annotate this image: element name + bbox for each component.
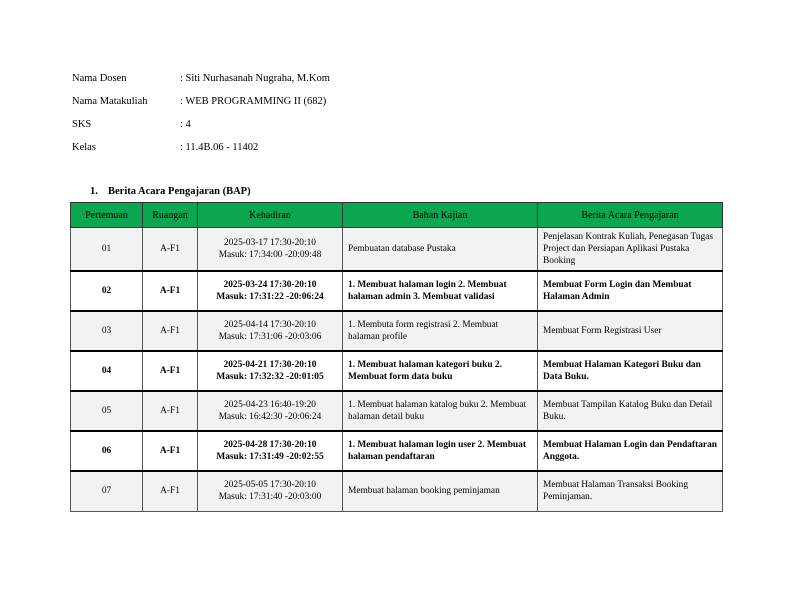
kehadiran-jadwal: 2025-03-24 17:30-20:10: [223, 280, 317, 290]
kehadiran-masuk: Masuk: 16:42:30 -20:06:24: [218, 412, 322, 422]
col-header-berita-acara: Berita Acara Pengajaran: [538, 203, 723, 228]
table-row: [71, 228, 723, 272]
col-header-pertemuan: Pertemuan: [71, 203, 143, 228]
cell-ruangan: A-F1: [143, 391, 198, 431]
cell-pertemuan: 05: [71, 391, 143, 431]
cell-berita-acara: Membuat Form Registrasi User: [538, 311, 723, 351]
cell-bahan-kajian: Membuat halaman booking peminjaman: [343, 471, 538, 511]
cell-bahan-kajian: 1. Membuta form registrasi 2. Membuat halaman profile: [343, 311, 538, 351]
table-header-row: [71, 203, 723, 228]
kehadiran-masuk: Masuk: 17:31:22 -20:06:24: [216, 292, 324, 302]
cell-kehadiran: [198, 228, 343, 272]
section-title: Berita Acara Pengajaran (BAP): [108, 186, 251, 197]
bap-table: [70, 202, 723, 512]
info-label: SKS: [72, 119, 92, 130]
table-row: [71, 311, 723, 351]
kehadiran-masuk: Masuk: 17:31:49 -20:02:55: [216, 452, 324, 462]
cell-pertemuan: 01: [71, 228, 143, 272]
table-row: [71, 431, 723, 471]
cell-ruangan: A-F1: [143, 228, 198, 272]
kehadiran-masuk: Masuk: 17:31:06 -20:03:06: [218, 332, 322, 342]
cell-pertemuan: 07: [71, 471, 143, 511]
cell-kehadiran: [198, 351, 343, 391]
kehadiran-jadwal: 2025-05-05 17:30-20:10: [224, 480, 316, 491]
info-label: Nama Dosen: [72, 73, 127, 84]
cell-kehadiran: [198, 431, 343, 471]
cell-ruangan: A-F1: [143, 311, 198, 351]
kehadiran-masuk: Masuk: 17:32:32 -20:01:05: [216, 372, 324, 382]
cell-berita-acara: Membuat Halaman Kategori Buku dan Data Buku.: [538, 351, 723, 391]
cell-bahan-kajian: 1. Membuat halaman login 2. Membuat halaman admin 3. Membuat validasi: [343, 271, 538, 311]
cell-berita-acara: Penjelasan Kontrak Kuliah, Penegasan Tugas Project dan Persiapan Aplikasi Pustaka Booking: [538, 228, 723, 272]
table-row: [71, 471, 723, 511]
cell-kehadiran: [198, 471, 343, 511]
info-label: Nama Matakuliah: [72, 96, 148, 107]
kehadiran-masuk: Masuk: 17:31:40 -20:03:00: [218, 492, 322, 503]
cell-berita-acara: Membuat Halaman Login dan Pendaftaran Anggota.: [538, 431, 723, 471]
cell-kehadiran: [198, 271, 343, 311]
kehadiran-jadwal: 2025-04-28 17:30-20:10: [223, 440, 317, 450]
info-value: : 11.4B.06 - 11402: [180, 142, 259, 153]
section-heading: [90, 186, 251, 197]
cell-bahan-kajian: 1. Membuat halaman katalog buku 2. Membuat halaman detail buku: [343, 391, 538, 431]
cell-pertemuan: 06: [71, 431, 143, 471]
kehadiran-jadwal: 2025-04-21 17:30-20:10: [223, 360, 317, 370]
cell-kehadiran: [198, 311, 343, 351]
cell-pertemuan: 02: [71, 271, 143, 311]
info-label: Kelas: [72, 142, 96, 153]
info-value: : 4: [180, 119, 191, 130]
cell-pertemuan: 03: [71, 311, 143, 351]
section-number: 1.: [90, 186, 98, 197]
cell-pertemuan: 04: [71, 351, 143, 391]
table-row: [71, 391, 723, 431]
kehadiran-jadwal: 2025-03-17 17:30-20:10: [224, 238, 316, 248]
table-row: [71, 271, 723, 311]
col-header-kehadiran: Kehadiran: [198, 203, 343, 228]
col-header-ruangan: Ruangan: [143, 203, 198, 228]
kehadiran-jadwal: 2025-04-23 16:40-19:20: [224, 400, 316, 410]
cell-bahan-kajian: Pembuatan database Pustaka: [343, 228, 538, 272]
cell-bahan-kajian: 1. Membuat halaman login user 2. Membuat halaman pendaftaran: [343, 431, 538, 471]
cell-ruangan: A-F1: [143, 431, 198, 471]
cell-ruangan: A-F1: [143, 271, 198, 311]
cell-ruangan: A-F1: [143, 471, 198, 511]
cell-berita-acara: Membuat Halaman Transaksi Booking Peminjaman.: [538, 471, 723, 511]
info-value: : WEB PROGRAMMING II (682): [180, 96, 327, 107]
col-header-bahan-kajian: Bahan Kajian: [343, 203, 538, 228]
cell-berita-acara: Membuat Form Login dan Membuat Halaman Admin: [538, 271, 723, 311]
info-value: : Siti Nurhasanah Nugraha, M.Kom: [180, 73, 330, 84]
table-row: [71, 351, 723, 391]
kehadiran-masuk: Masuk: 17:34:00 -20:09:48: [218, 250, 322, 260]
cell-ruangan: A-F1: [143, 351, 198, 391]
cell-bahan-kajian: 1. Membuat halaman kategori buku 2. Membuat form data buku: [343, 351, 538, 391]
kehadiran-jadwal: 2025-04-14 17:30-20:10: [224, 320, 316, 330]
cell-kehadiran: [198, 391, 343, 431]
cell-berita-acara: Membuat Tampilan Katalog Buku dan Detail Buku.: [538, 391, 723, 431]
